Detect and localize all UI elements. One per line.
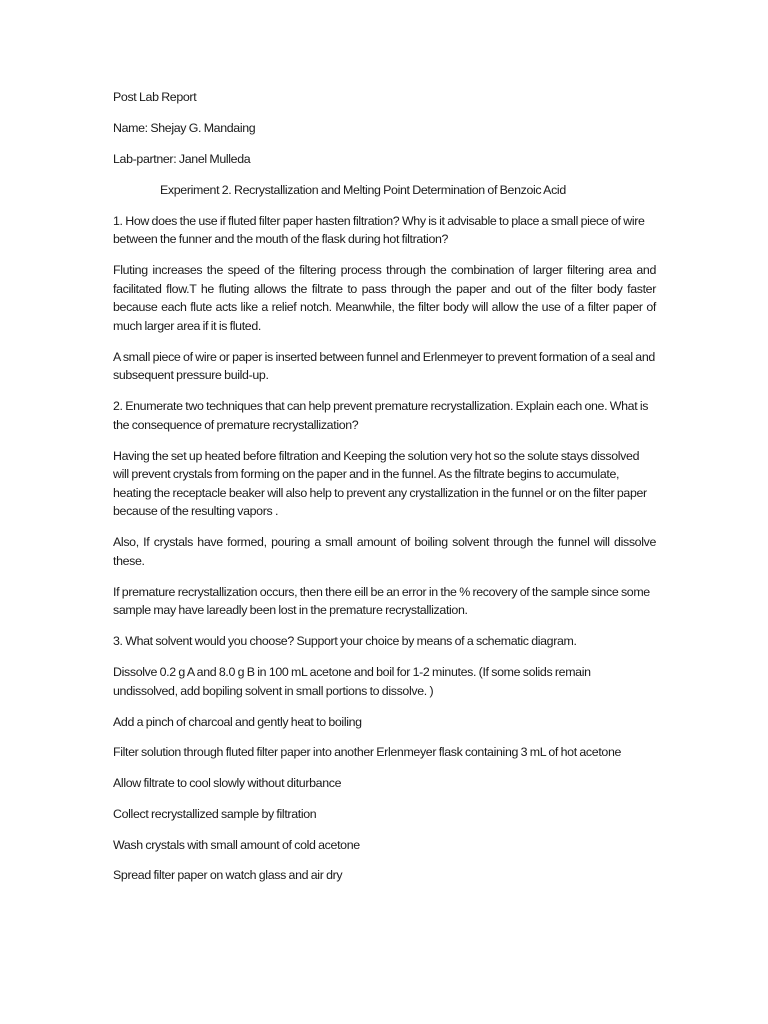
answer-2-paragraph-2: Also, If crystals have formed, pouring a small amount of boiling solvent through the funnel will dissolve these. (113, 535, 656, 568)
procedure-step: Add a pinch of charcoal and gently heat to boiling (113, 714, 362, 729)
question-1: 1. How does the use if fluted filter paper hasten filtration? Why is it advisable to place a small piece of wire between the funner and the mouth of the flask during hot filtration? (113, 213, 645, 246)
answer-2-paragraph-1: Having the set up heated before filtration and Keeping the solution very hot so the solute stays dissolved will prevent crystals from forming on the paper and in the funnel. As the filtrate begins to accumulate, heating the receptacle beaker will also help to prevent any crystallization in the funnel or on the filter paper because of the resulting vapors . (113, 448, 647, 518)
document-body (113, 88, 656, 897)
student-name: Name: Shejay G. Mandaing (113, 121, 256, 135)
experiment-title: Experiment 2. Recrystallization and Melting Point Determination of Benzoic Acid (160, 183, 566, 197)
answer-1-paragraph-1: Fluting increases the speed of the filtering process through the combination of larger filtering area and facilitated flow.T he fluting allows the filtrate to pass through the paper and out of the filter body faster because each flute acts like a relief notch. Meanwhile, the filter body will allow the use of a filter paper of much larger area if it is fluted. (113, 263, 656, 333)
procedure-step: Wash crystals with small amount of cold acetone (113, 837, 360, 852)
answer-2-paragraph-3: If premature recrystallization occurs, then there eill be an error in the % recovery of the sample since some sample may have lareadly been lost in the premature recrystallization. (113, 584, 650, 617)
lab-partner: Lab-partner: Janel Mulleda (113, 152, 251, 166)
procedure-step: Allow filtrate to cool slowly without diturbance (113, 776, 342, 791)
procedure-step: Filter solution through fluted filter paper into another Erlenmeyer flask containing 3 mL of hot acetone (113, 745, 622, 760)
procedure-step: Collect recrystallized sample by filtration (113, 806, 317, 821)
question-3: 3. What solvent would you choose? Support your choice by means of a schematic diagram. (113, 634, 577, 648)
procedure-step: Spread filter paper on watch glass and air dry (113, 868, 343, 883)
report-heading: Post Lab Report (113, 90, 197, 104)
question-2: 2. Enumerate two techniques that can help prevent premature recrystallization. Explain each one. What is the consequence of premature recrystallization? (113, 399, 649, 432)
answer-3-paragraph-1: Dissolve 0.2 g A and 8.0 g B in 100 mL acetone and boil for 1-2 minutes. (If some solids remain undissolved, add bopiling solvent in small portions to dissolve. ) (113, 665, 591, 698)
answer-1-paragraph-2: A small piece of wire or paper is inserted between funnel and Erlenmeyer to prevent formation of a seal and subsequent pressure build-up. (113, 349, 655, 382)
